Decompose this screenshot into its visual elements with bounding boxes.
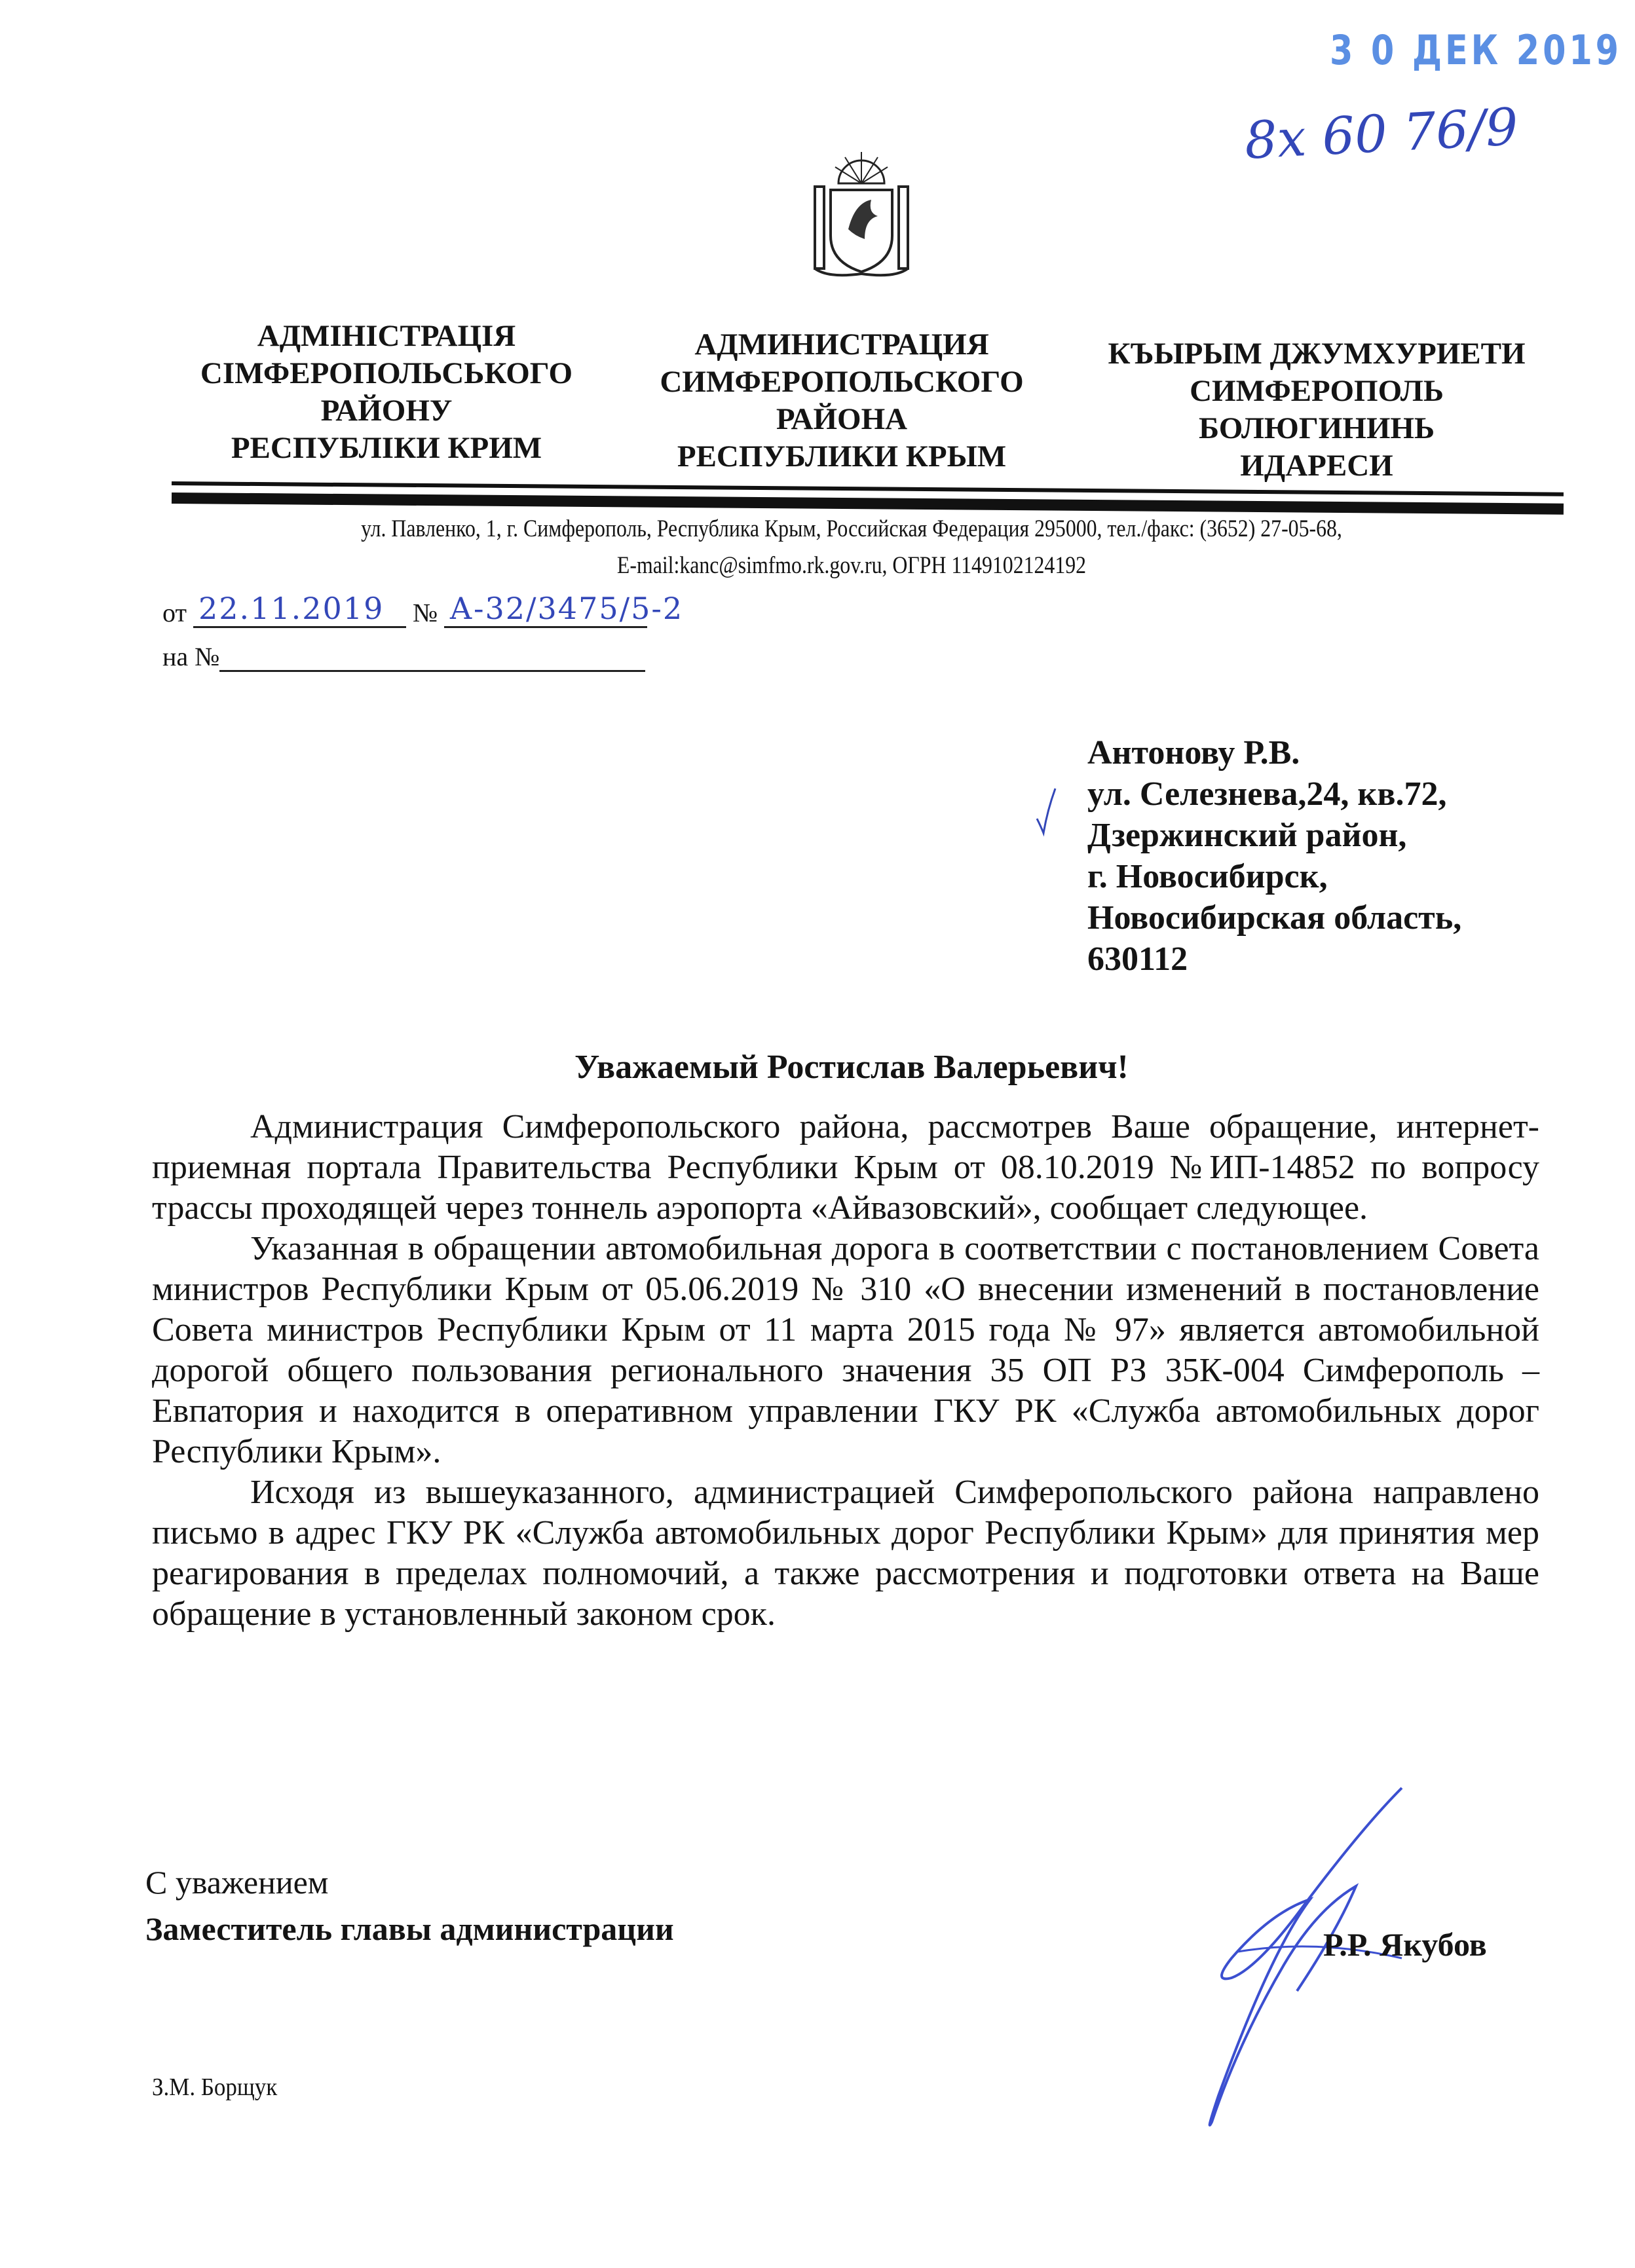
incoming-number-handwritten: 8x 60 76/9 (1243, 98, 1520, 171)
header-line: РАЙОНА (776, 402, 908, 436)
header-line: СІМФЕРОПОЛЬСЬКОГО (200, 356, 573, 390)
recipient-district: Дзержинский район, (1087, 817, 1407, 854)
contact-line: E-mail:kanc@simfmo.rk.gov.ru, ОГРН 1149102124192 (616, 552, 1087, 579)
header-line: РАЙОНУ (320, 394, 453, 428)
received-date-stamp: 3 0 ДЕК 2019 (1330, 26, 1622, 74)
header-line: БОЛЮГИНИНЬ (1198, 411, 1435, 445)
recipient-postcode: 630112 (1087, 940, 1188, 978)
executor-name: З.М. Борщук (152, 2073, 278, 2101)
header-line: АДМИНИСТРАЦИЯ (694, 327, 989, 362)
header-russian (639, 326, 1045, 475)
reply-label: на № (162, 642, 220, 671)
recipient-name: Антонову Р.В. (1087, 734, 1300, 771)
recipient-region: Новосибирская область, (1087, 899, 1462, 937)
outgoing-date-field (193, 591, 406, 628)
recipient-city: г. Новосибирск, (1087, 858, 1328, 895)
signatory-name: Р.Р. Якубов (1323, 1926, 1487, 1963)
organization-address (119, 511, 1584, 584)
body-paragraph: Указанная в обращении автомобильная дорога в соответствии с постановлением Совета министров Республики Крым от 05.06.2019 № 310 «О внесении изменений в постановление Совета министров Республики Крым от 11 марта 2015 года № 97» является автомобильной дорогой общего пользования регионального значения 35 ОП РЗ 35К-004 Симферополь – Евпатория и находится в оперативном управлении ГКУ РК «Служба автомобильных дорог Республики Крым». (152, 1230, 1539, 1470)
recipient-block (1087, 732, 1461, 980)
outgoing-date: 22.11.2019 (198, 591, 385, 626)
reply-number-field (219, 639, 645, 672)
header-ukrainian (183, 318, 590, 467)
closing-regards: С уважением (145, 1864, 329, 1901)
header-line: ИДАРЕСИ (1240, 449, 1393, 483)
outgoing-number-field (444, 591, 684, 628)
from-label: от (162, 598, 187, 627)
crimea-coat-of-arms-icon (812, 151, 911, 278)
header-line: РЕСПУБЛІКИ КРИМ (231, 431, 542, 465)
outgoing-reference (162, 591, 684, 628)
header-line: СИМФЕРОПОЛЬСКОГО (660, 365, 1024, 399)
reply-reference (162, 639, 645, 672)
header-line: АДМІНІСТРАЦІЯ (257, 319, 516, 353)
recipient-street: ул. Селезнева,24, кв.72, (1087, 775, 1447, 813)
header-line: СИМФЕРОПОЛЬ (1190, 374, 1444, 408)
header-line: РЕСПУБЛИКИ КРЫМ (677, 439, 1007, 474)
body-paragraph: Исходя из вышеуказанного, администрацией Симферопольского района направлено письмо в адрес ГКУ РК «Служба автомобильных дорог Республики Крым» для принятия мер реагирования в пределах полномочий, а также рассмотрения и подготовки ответа на Ваше обращение в установленный законом срок. (152, 1474, 1539, 1633)
greeting: Уважаемый Ростислав Валерьевич! (574, 1049, 1129, 1086)
outgoing-number: А-32/3475/5-2 (449, 591, 684, 626)
number-label: № (412, 598, 438, 627)
body-paragraph: Администрация Симферопольского района, рассмотрев Ваше обращение, интернет-приемная портала Правительства Республики Крым от 08.10.2019 №ИП-14852 по вопросу трассы проходящей через тоннель аэропорта «Айвазовский», сообщает следующее. (152, 1108, 1539, 1227)
header-crimean-tatar (1087, 335, 1546, 485)
header-line: КЪЫРЫМ ДЖУМХУРИЕТИ (1108, 337, 1526, 371)
checkmark-icon (1032, 786, 1058, 838)
signatory-position: Заместитель главы администрации (145, 1910, 674, 1947)
letter-body (152, 1107, 1539, 1635)
address-line: ул. Павленко, 1, г. Симферополь, Республика Крым, Российская Федерация 295000, тел./факс: (3652) 27-05-68, (361, 515, 1342, 542)
